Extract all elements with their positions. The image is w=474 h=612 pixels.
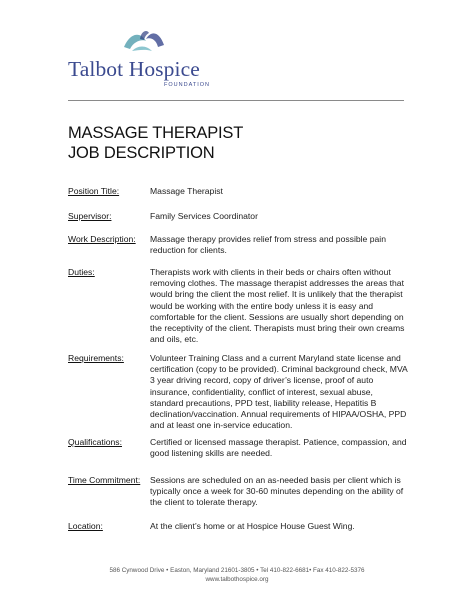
title-line-2: JOB DESCRIPTION <box>68 144 215 162</box>
field-value: Massage therapy provides relief from stress and possible pain reduction for clients. <box>150 234 386 256</box>
field-label: Work Description: <box>68 234 136 244</box>
footer <box>40 566 434 584</box>
footer-address: 586 Cynwood Drive • Easton, Maryland 21601-3805 • Tel 410-822-6681• Fax 410-822-5376 <box>109 567 365 574</box>
field-value: Massage Therapist <box>150 186 223 196</box>
field-label: Location: <box>68 521 103 531</box>
field-value: Volunteer Training Class and a current Maryland state license and certification (copy to be provided). Criminal background check, MVA 3 year driving record, copy of driver’s license, proof of auto insurance, confidentiality, conflict of interest, sexual abuse, standard precautions, PPD test, liability release, Hepatitis B declination/vaccination. Annual requirements of HIPAA/OSHA, PPD and at least one in-service education. <box>150 353 408 431</box>
field-label: Duties: <box>68 267 95 277</box>
field-value: Sessions are scheduled on an as-needed basis per client which is typically once a week for 30-60 minutes depending on the ability of the client to tolerate therapy. <box>150 475 404 508</box>
field-label: Position Title: <box>68 186 120 196</box>
field-value: Therapists work with clients in their beds or chairs often without removing clothes. The massage therapist addresses the areas that would bring the client the most relief. It is unlikely that the therapist would be working with the entire body unless it is easy and comfortable for the client. Sessions are usually short depending on the receptivity of the client. Therapists must bring their own creams and oils, etc. <box>150 267 405 345</box>
org-name: Talbot Hospice <box>68 57 200 81</box>
field-label: Qualifications: <box>68 437 122 447</box>
org-subtitle: FOUNDATION <box>164 82 210 88</box>
field-label: Supervisor: <box>68 211 112 221</box>
document-title <box>68 123 408 163</box>
field-label: Time Commitment: <box>68 475 141 485</box>
field-value: Certified or licensed massage therapist. Patience, compassion, and good listening skills are needed. <box>150 437 407 459</box>
field-value: Family Services Coordinator <box>150 211 258 221</box>
field-label: Requirements: <box>68 353 124 363</box>
footer-website[interactable]: www.talbothospice.org <box>205 576 269 583</box>
header-divider <box>68 100 404 101</box>
title-line-1: MASSAGE THERAPIST <box>68 124 244 142</box>
field-value: At the client’s home or at Hospice House Guest Wing. <box>150 521 355 531</box>
